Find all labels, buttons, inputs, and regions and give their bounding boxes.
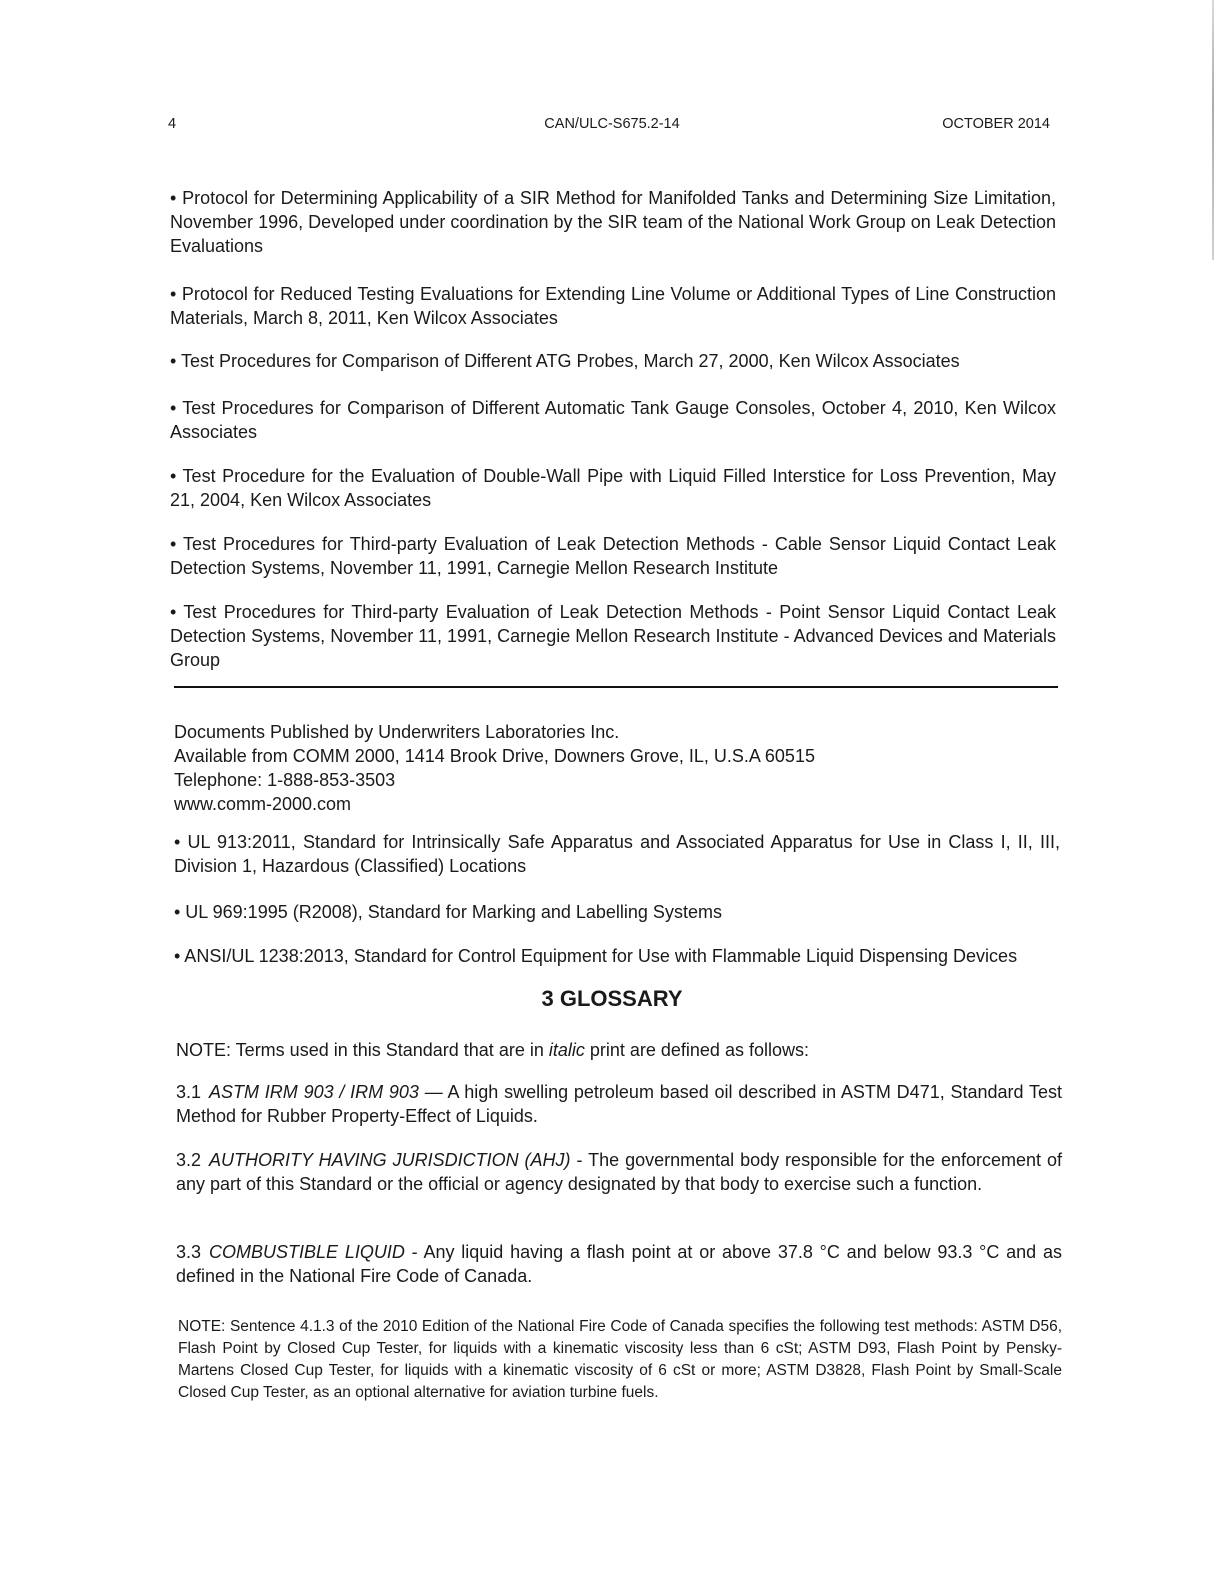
definition-number: 3.3 <box>176 1242 202 1262</box>
glossary-note-prefix: NOTE: Terms used in this Standard that are in <box>176 1040 549 1060</box>
flash-point-note: NOTE: Sentence 4.1.3 of the 2010 Edition of the National Fire Code of Canada specifies the following test methods: ASTM D56, Flash Point by Closed Cup Tester, for liquids with a kinematic viscosity less than 6 cSt; ASTM D93, Flash Point by Pensky-Martens Closed Cup Tester, for liquids with a kinematic viscosity of 6 cSt or more; ASTM D3828, Flash Point by Small-Scale Closed Cup Tester, as an optional alternative for aviation turbine fuels. <box>178 1318 1062 1401</box>
publisher-website: www.comm-2000.com <box>174 794 352 814</box>
reference-text: • Test Procedure for the Evaluation of Double-Wall Pipe with Liquid Filled Interstice for Loss Prevention, May 21, 2004, Ken Wilcox Associates <box>170 466 1056 510</box>
ul-standard-text: • UL 969:1995 (R2008), Standard for Marking and Labelling Systems <box>174 902 722 922</box>
reference-item <box>170 532 1056 580</box>
definition-number: 3.2 <box>176 1150 202 1170</box>
publisher-address: Available from COMM 2000, 1414 Brook Drive, Downers Grove, IL, U.S.A 60515 <box>174 746 815 766</box>
ul-standard-text: • ANSI/UL 1238:2013, Standard for Control Equipment for Use with Flammable Liquid Dispensing Devices <box>174 946 1018 966</box>
ul-standard-item <box>174 900 1060 924</box>
glossary-definition <box>176 1240 1062 1288</box>
glossary-heading: 3 GLOSSARY <box>541 986 683 1011</box>
definition-text: — A high swelling petroleum based oil described in ASTM D471, Standard Test Method for Rubber Property-Effect of Liquids. <box>176 1082 1062 1126</box>
reference-item <box>170 186 1056 258</box>
page-header <box>0 116 1224 140</box>
definition-term: ASTM IRM 903 / IRM 903 <box>209 1082 419 1102</box>
reference-item <box>170 600 1056 672</box>
publisher-telephone: Telephone: 1-888-853-3503 <box>174 770 396 790</box>
reference-item <box>170 464 1056 512</box>
page-number: 4 <box>168 116 177 132</box>
reference-item <box>170 349 1056 373</box>
glossary-note-suffix: print are defined as follows: <box>584 1040 809 1060</box>
reference-text: • Test Procedures for Comparison of Different Automatic Tank Gauge Consoles, October 4, 2010, Ken Wilcox Associates <box>170 398 1056 442</box>
reference-text: • Protocol for Determining Applicability of a SIR Method for Manifolded Tanks and Determining Size Limitation, November 1996, Developed under coordination by the SIR team of the National Work Group on Leak Detection Evaluations <box>170 188 1056 256</box>
document-id: CAN/ULC-S675.2-14 <box>544 116 680 132</box>
reference-text: • Test Procedures for Third-party Evaluation of Leak Detection Methods - Cable Sensor Liquid Contact Leak Detection Systems, November 11, 1991, Carnegie Mellon Research Institute <box>170 534 1056 578</box>
definition-number: 3.1 <box>176 1082 202 1102</box>
reference-text: • Test Procedures for Third-party Evaluation of Leak Detection Methods - Point Sensor Liquid Contact Leak Detection Systems, November 11, 1991, Carnegie Mellon Research Institute - Advanced Devices and Materials Group <box>170 602 1056 670</box>
reference-item <box>170 282 1056 330</box>
ul-standard-text: • UL 913:2011, Standard for Intrinsically Safe Apparatus and Associated Apparatus for Use in Class I, II, III, Division 1, Hazardous (Classified) Locations <box>174 832 1060 876</box>
glossary-note-italic: italic <box>548 1040 585 1060</box>
glossary-note <box>176 1040 809 1061</box>
document-date: OCTOBER 2014 <box>942 116 1050 132</box>
reference-text: • Test Procedures for Comparison of Different ATG Probes, March 27, 2000, Ken Wilcox Associates <box>170 351 960 371</box>
reference-item <box>170 396 1056 444</box>
publisher-info <box>174 720 815 816</box>
reference-text: • Protocol for Reduced Testing Evaluations for Extending Line Volume or Additional Types of Line Construction Materials, March 8, 2011, Ken Wilcox Associates <box>170 284 1056 328</box>
glossary-definition <box>176 1148 1062 1196</box>
definition-text: - Any liquid having a flash point at or above 37.8 °C and below 93.3 °C and as defined in the National Fire Code of Canada. <box>176 1242 1063 1286</box>
definition-text: - The governmental body responsible for the enforcement of any part of this Standard or the official or agency designated by that body to exercise such a function. <box>176 1150 1062 1194</box>
publisher-line: Documents Published by Underwriters Laboratories Inc. <box>174 722 620 742</box>
definition-term: COMBUSTIBLE LIQUID <box>209 1242 405 1262</box>
ul-standard-item <box>174 944 1060 968</box>
ul-standard-item <box>174 830 1060 878</box>
section-divider <box>174 686 1058 688</box>
glossary-definition <box>176 1080 1062 1128</box>
definition-term: AUTHORITY HAVING JURISDICTION (AHJ) <box>209 1150 571 1170</box>
